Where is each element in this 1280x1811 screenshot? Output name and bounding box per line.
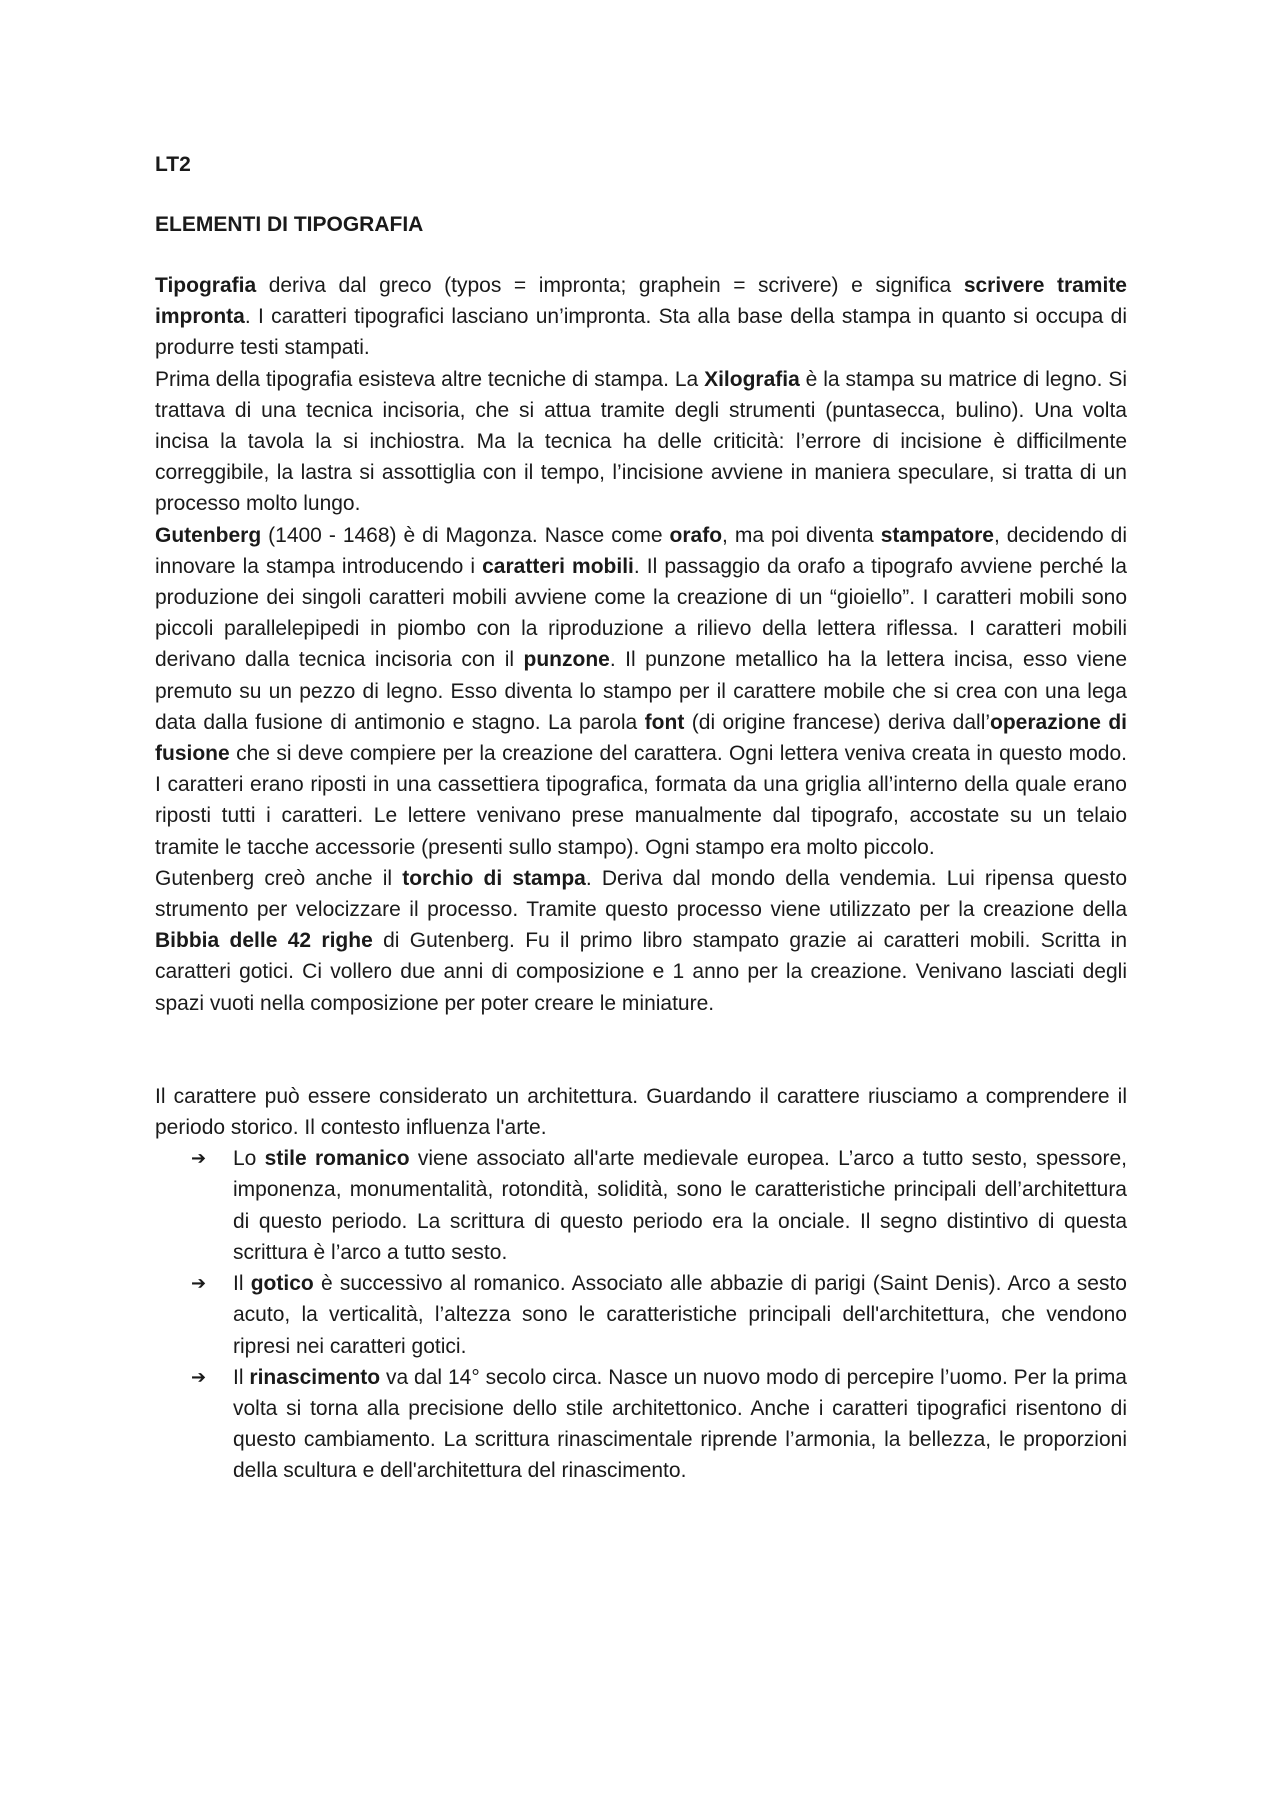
bold-term: punzone [523,648,610,672]
bold-term: scrivere tramite impronta [155,274,1127,329]
text-run: Lo [233,1147,265,1171]
text-run: deriva dal greco (typos = impronta; graphein = scrivere) e significa [256,274,964,297]
text-run: . Il passaggio da orafo a tipografo avviene perché la produzione dei singoli caratteri mobili avviene come la creazione di un “gioiello”. I caratteri mobili sono piccoli parallelepipedi in piombo con la riproduzione a rilievo della lettera riflessa. I caratteri mobili derivano dalla tecnica incisoria con il [155,554,1127,672]
bold-term: rinascimento [249,1365,381,1389]
text-run: Il [233,1272,251,1296]
bold-term: stile romanico [264,1147,410,1171]
text-run: , decidendo di innovare la stampa introducendo i [155,523,1127,578]
text-run: (di origine francese) deriva dall’ [684,710,991,734]
bold-term: operazione di fusione [155,710,1127,766]
text-run: Il carattere può essere considerato un architettura. Guardando il carattere riusciamo a comprendere il periodo storico. Il contesto influenza l'arte. [155,1084,1127,1140]
list-item-rinascimento [155,1362,1127,1487]
text-run: Prima della tipografia esisteva altre tecniche di stampa. La [155,367,705,391]
bold-term: Bibbia delle 42 righe [155,929,373,953]
text-run: Il [233,1365,250,1389]
list-item-gotico [155,1268,1127,1362]
text-run: (1400 - 1468) è di Magonza. Nasce come [261,523,670,547]
arrow-bullet-icon: ➔ [191,1366,207,1387]
paragraph-tipografia [155,270,1127,364]
bold-term: caratteri mobili [482,554,634,578]
bold-term: Gutenberg [155,523,262,547]
bold-term: gotico [250,1272,314,1296]
bold-term: orafo [669,523,723,547]
bold-term: stampatore [880,523,994,547]
text-run: . Deriva dal mondo della vendemia. Lui ripensa questo strumento per velocizzare il processo. Tramite questo processo viene utilizzato per la creazione della [155,866,1127,922]
text-run: di Gutenberg. Fu il primo libro stampato grazie ai caratteri mobili. Scritta in caratteri gotici. Ci vollero due anni di composizione e 1 anno per la creazione. Venivano lasciati degli spazi vuoti nella composizione per poter creare le miniature. [155,929,1127,1015]
bold-term: font [644,710,685,734]
text-run: che si deve compiere per la creazione del carattera. Ogni lettera veniva creata in questo modo. I caratteri erano riposti in una cassettiera tipografica, formata da una griglia all’interno della quale erano riposti tutti i caratteri. Le lettere venivano prese manualmente dal tipografo, accostate su un telaio tramite le tacche accessorie (presenti sullo stampo). Ogni stampo era molto piccolo. [155,742,1127,859]
arrow-bullet-icon: ➔ [191,1148,207,1169]
arrow-bullet-icon: ➔ [191,1273,207,1294]
bold-term: Xilografia [704,367,800,391]
paragraph-architettura [155,1081,1127,1143]
style-bullet-list [155,1143,1127,1486]
text-run: viene associato all'arte medievale europea. L’arco a tutto sesto, spessore, imponenza, monumentalità, rotondità, solidità, sono le caratteristiche principali dell’architettura di questo periodo. La scrittura di questo periodo era la onciale. Il segno distintivo di questa scrittura è l’arco a tutto sesto. [233,1147,1127,1264]
paragraph-torchio [155,863,1127,1019]
text-run: Gutenberg creò anche il [155,866,403,890]
list-item-romanico [155,1143,1127,1268]
bold-term: torchio di stampa [402,866,586,890]
text-run: . Il punzone metallico ha la lettera incisa, esso viene premuto su un pezzo di legno. Esso diventa lo stampo per il carattere mobile che si crea con una lega data dalla fusione di antimonio e stagno. La parola [155,648,1128,734]
document-page [155,150,1127,1487]
bold-term: Tipografia [155,274,257,297]
text-run: è la stampa su matrice di legno. Si trattava di una tecnica incisoria, che si attua tramite degli strumenti (puntasecca, bulino). Una volta incisa la tavola la si inchiostra. Ma la tecnica ha delle criticità: l’errore di incisione è difficilmente correggibile, la lastra si assottiglia con il tempo, l’incisione avviene in maniera speculare, si tratta di un processo molto lungo. [155,367,1127,516]
text-run: va dal 14° secolo circa. Nasce un nuovo modo di percepire l’uomo. Per la prima volta si torna alla precisione dello stile architettonico. Anche i caratteri tipografici risentono di questo cambiamento. La scrittura rinascimentale riprende l’armonia, la bellezza, le proporzioni della scultura e dell'architettura del rinascimento. [233,1365,1127,1483]
text-run: , ma poi diventa [722,523,881,547]
paragraph-xilografia [155,364,1127,520]
text-run: è successivo al romanico. Associato alle abbazie di parigi (Saint Denis). Arco a sesto acuto, la verticalità, l’altezza sono le caratteristiche principali dell'architettura, che vendono ripresi nei caratteri gotici. [233,1272,1127,1358]
document-code: LT2 [155,153,191,176]
text-run: . I caratteri tipografici lasciano un’impronta. Sta alla base della stampa in quanto si occupa di produrre testi stampati. [155,305,1127,360]
document-title: ELEMENTI DI TIPOGRAFIA [155,213,424,236]
paragraph-gutenberg [155,520,1127,863]
section-spacer [155,1019,1127,1081]
